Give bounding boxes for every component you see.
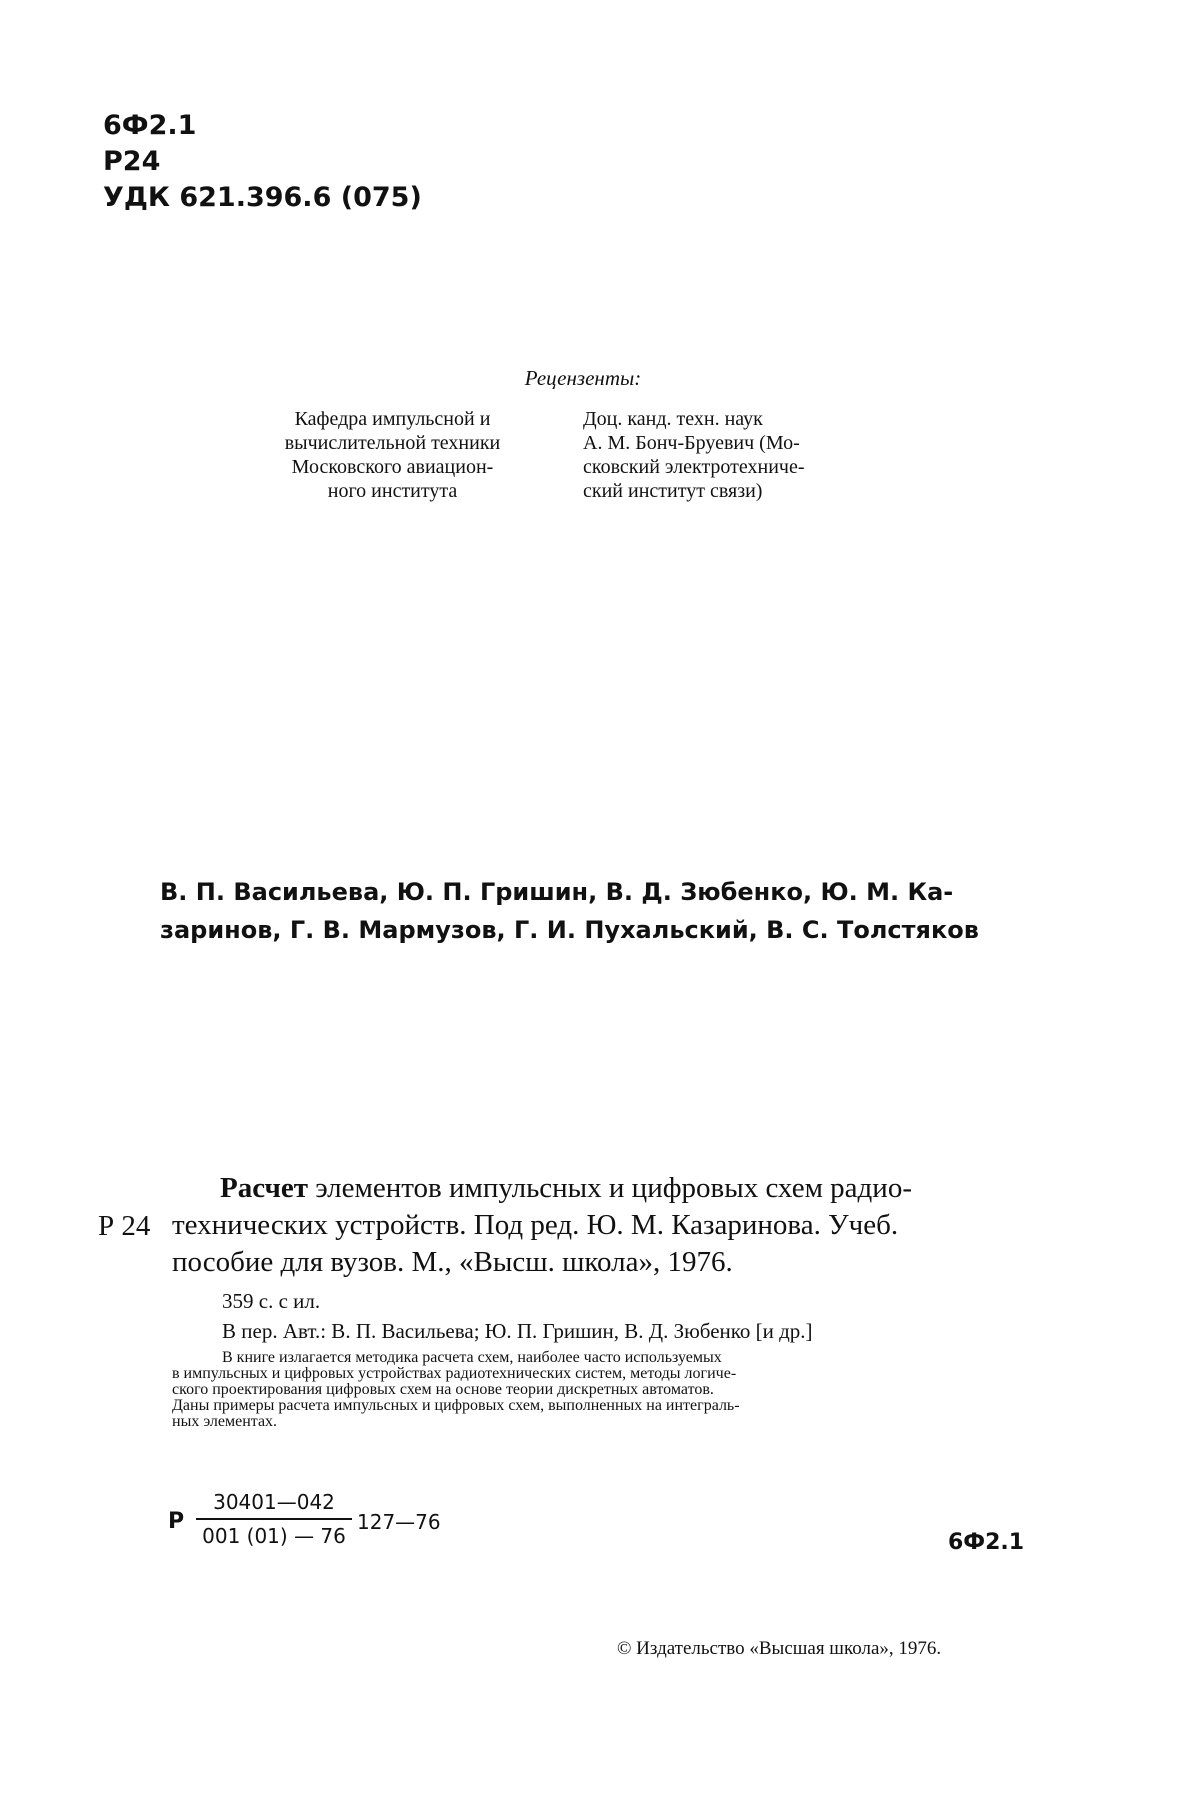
call-mark: Р 24	[98, 1210, 151, 1242]
abstract-line: ского проектирования цифровых схем на основе теории дискретных автоматов.	[172, 1381, 714, 1398]
reviewer-left	[240, 407, 545, 503]
classification-codes	[103, 108, 422, 216]
abstract-line: ных элементах.	[172, 1413, 278, 1430]
bbk-code: 6Ф2.1	[103, 110, 197, 141]
author-mark: Р24	[103, 146, 161, 177]
abstract-line: в импульсных и цифровых устройствах радиотехнических систем, методы логиче-	[172, 1365, 737, 1382]
classification-right: 6Ф2.1	[948, 1530, 1025, 1555]
reviewer-left-line: Московского авиацион-	[291, 456, 494, 478]
authors-line: В. П. Васильева, Ю. П. Гришин, В. Д. Зюбенко, Ю. М. Ка-	[160, 878, 954, 906]
fraction-denominator: 001 (01) — 76	[202, 1524, 346, 1548]
catalog-fraction	[196, 1490, 352, 1548]
page-count: 359 с. с ил.	[222, 1289, 321, 1313]
title-line-1-rest: элементов импульсных и цифровых схем радио-	[307, 1172, 912, 1204]
reviewer-left-line: вычислительной техники	[284, 432, 501, 454]
udc-code: УДК 621.396.6 (075)	[103, 182, 422, 213]
reviewer-right-line: Доц. канд. техн. наук	[583, 408, 763, 430]
bibliographic-title	[172, 1170, 1032, 1281]
abstract	[172, 1350, 1022, 1430]
title-line-2: технических устройств. Под ред. Ю. М. Казаринова. Учеб.	[172, 1209, 899, 1241]
copyright: © Издательство «Высшая школа», 1976.	[617, 1638, 942, 1659]
binding-authors: В пер. Авт.: В. П. Васильева; Ю. П. Гришин, В. Д. Зюбенко [и др.]	[222, 1319, 813, 1343]
reviewer-left-line: ного института	[327, 480, 458, 502]
reviewer-right-line: А. М. Бонч-Бруевич (Мо-	[583, 432, 800, 454]
code-prefix: Р	[168, 1509, 185, 1534]
publication-details	[222, 1286, 813, 1346]
reviewer-right-line: сковский электротехниче-	[583, 456, 805, 478]
title-first-word: Расчет	[220, 1172, 308, 1204]
code-suffix: 127—76	[357, 1510, 441, 1534]
title-line-3: пособие для вузов. М., «Высш. школа», 1976.	[172, 1246, 733, 1278]
reviewer-right-line: ский институт связи)	[583, 480, 763, 502]
authors	[160, 873, 1030, 949]
abstract-line: Даны примеры расчета импульсных и цифровых схем, выполненных на интеграль-	[172, 1397, 740, 1414]
title-line-1	[172, 1170, 1032, 1207]
authors-line: заринов, Г. В. Мармузов, Г. И. Пухальский, В. С. Толстяков	[160, 916, 979, 944]
fraction-numerator: 30401—042	[196, 1490, 352, 1520]
reviewers-heading: Рецензенты:	[524, 366, 642, 390]
reviewer-left-line: Кафедра импульсной и	[294, 408, 491, 430]
abstract-line: В книге излагается методика расчета схем, наиболее часто используемых	[222, 1349, 722, 1366]
reviewer-right	[583, 407, 893, 503]
